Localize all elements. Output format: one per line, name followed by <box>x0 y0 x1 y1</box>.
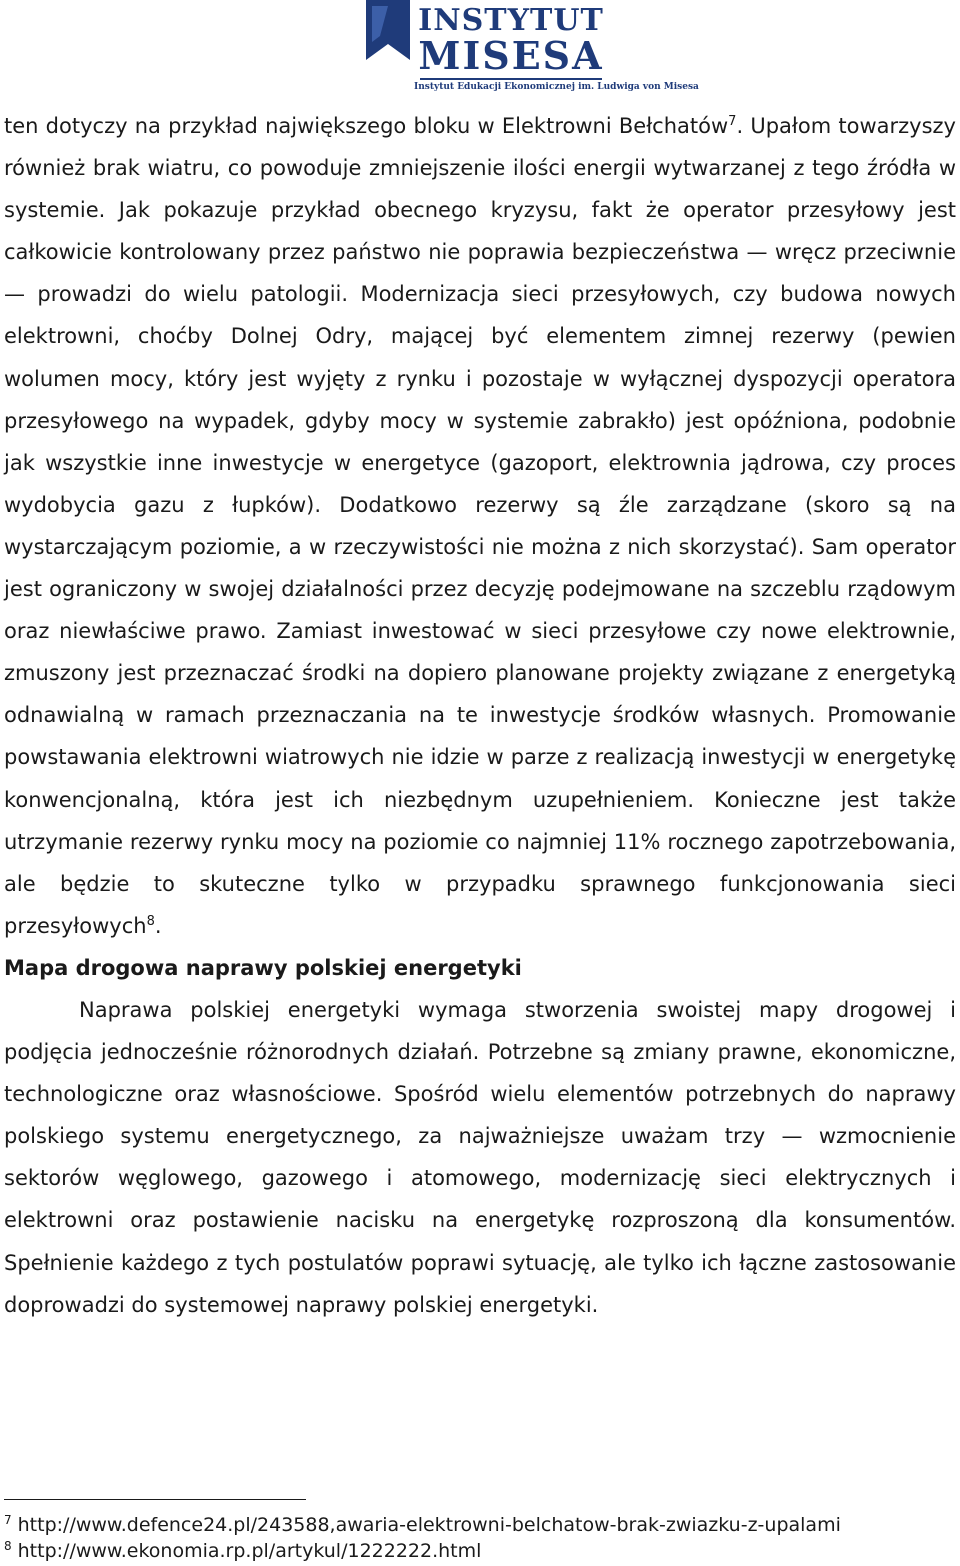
footnote-7 <box>4 1512 956 1538</box>
logo-line-instytut: INSTYTUT <box>418 3 604 38</box>
paragraph-1-text: ten dotyczy na przykład największego bloku w Elektrowni Bełchatów <box>4 114 729 138</box>
paragraph-1-end: . <box>154 913 162 938</box>
footnote-divider <box>4 1499 306 1500</box>
footnote-link[interactable]: http://www.ekonomia.rp.pl/artykul/1222222.html <box>17 1540 482 1562</box>
page-header <box>0 0 960 100</box>
instytut-misesa-logo <box>358 0 699 96</box>
section-heading: Mapa drogowa naprawy polskiej energetyki <box>4 955 522 980</box>
body-paragraph-2: Naprawa polskiej energetyki wymaga stworzenia swoistej mapy drogowej i podjęcia jednocześnie różnorodnych działań. Potrzebne są zmiany prawne, ekonomiczne, technologiczne oraz własnościowe. Spośród wielu elementów potrzebnych do naprawy polskiego systemu energetycznego, za najważniejsze uważam trzy — wzmocnienie sektorów węglowego, gazowego i atomowego, modernizację sieci elektrycznych i elektrowni oraz postawienie nacisku na energetykę rozproszoną dla konsumentów. Spełnienie każdego z tych postulatów poprawi sytuację, ale tylko ich łączne zastosowanie doprowadzi do systemowej naprawy polskiej energetyki. <box>4 997 956 1317</box>
body-paragraph-1 <box>4 105 956 947</box>
document-body <box>4 105 956 1326</box>
bookmark-pennant-icon <box>358 0 418 96</box>
footnote-8 <box>4 1538 956 1564</box>
footnotes <box>4 1499 956 1564</box>
footnote-link[interactable]: http://www.defence24.pl/243588,awaria-elektrowni-belchatow-brak-zwiazku-z-upalami <box>17 1514 841 1536</box>
footnote-ref-8[interactable]: 8 <box>146 913 155 929</box>
footnote-ref-7[interactable]: 7 <box>728 114 737 129</box>
paragraph-1-text-cont: . Upałom towarzyszy również brak wiatru, co powoduje zmniejszenie ilości energii wytwarzanej z tego źródła w systemie. Jak pokazuje przykład obecnego kryzysu, fakt że operator przesyłowy jest całkowicie kontrolowany przez państwo nie poprawia bezpieczeństwa — wręcz przeciwnie — prowadzi do wielu patologii. Modernizacja sieci przesyłowych, czy budowa nowych elektrowni, choćby Dolnej Odry, mającej być elementem zimnej rezerwy (pewien wolumen mocy, który jest wyjęty z rynku i pozostaje w wyłącznej dyspozycji operatora przesyłowego na wypadek, gdyby mocy w systemie zabrakło) jest opóźniona, podobnie jak wszystkie inne inwestycje w energetyce (gazoport, elektrownia jądrowa, czy proces wydobycia gazu z łupków). Dodatkowo rezerwy są źle zarządzane (skoro są na wystarczającym poziomie, a w rzeczywistości nie można z nich skorzystać). Sam operator jest ograniczony w swojej działalności przez decyzję podejmowane na szczeblu rządowym oraz niewłaściwe prawo. Zamiast inwestować w sieci przesyłowe czy nowe elektrownie, zmuszony jest przeznaczać środki na dopiero planowane projekty związane z energetyką odnawialną w ramach przeznaczania na te inwestycje środków własnych. Promowanie powstawania elektrowni wiatrowych nie idzie w parze z realizacją inwestycji w energetykę konwencjonalną, która jest ich niezbędnym uzupełnieniem. Konieczne jest także utrzymanie rezerwy rynku mocy na poziomie co najmniej 11% rocznego zapotrzebowania, ale będzie to skuteczne tylko w przypadku sprawnego funkcjonowania sieci przesyłowych <box>4 114 956 938</box>
footnote-number: 8 <box>4 1538 12 1553</box>
logo-tagline: Instytut Edukacji Ekonomicznej im. Ludwiga von Misesa <box>414 82 699 92</box>
logo-wordmark <box>414 3 699 92</box>
footnote-number: 7 <box>4 1512 12 1527</box>
logo-line-misesa: MISESA <box>418 33 604 78</box>
logo-rule <box>420 78 602 80</box>
